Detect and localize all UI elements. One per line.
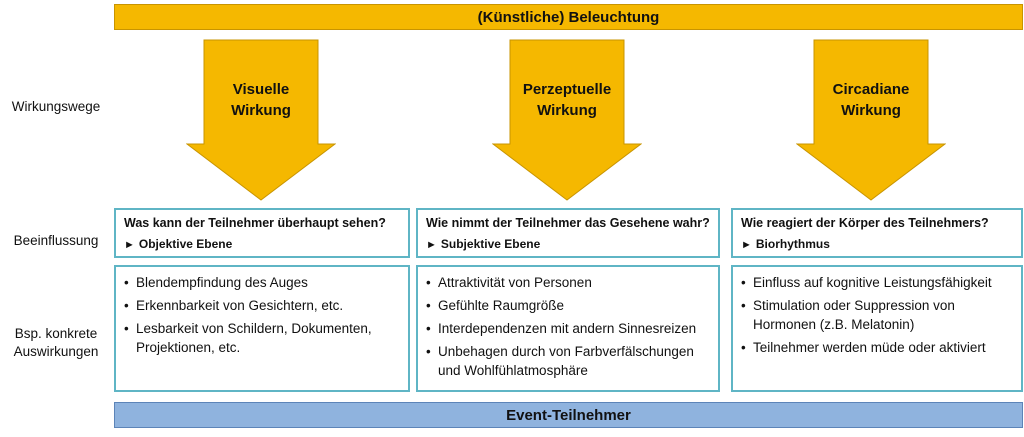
- arrow-label-line1: Visuelle: [232, 81, 290, 98]
- triangle-right-icon: ►: [124, 239, 135, 251]
- effects-list-circadian: [731, 265, 1023, 392]
- level-text: Subjektive Ebene: [440, 237, 541, 251]
- list-item: • Gefühlte Raumgröße: [426, 296, 712, 315]
- arrow-circadiane-wirkung: [796, 39, 946, 201]
- question-text: Wie reagiert der Körper des Teilnehmers?: [741, 216, 989, 230]
- arrow-visuelle-wirkung: [186, 39, 336, 201]
- bottom-banner: Event-Teilnehmer: [114, 402, 1023, 428]
- effects-list-perceptual: [416, 265, 720, 392]
- list-item: • Teilnehmer werden müde oder aktiviert: [741, 338, 1015, 357]
- row-label-beeinflussung: Beeinflussung: [13, 233, 99, 248]
- effects-list-visual: [114, 265, 410, 392]
- level-label: [426, 234, 712, 255]
- level-label: [741, 234, 1015, 255]
- list-item: • Interdependenzen mit andern Sinnesreizen: [426, 319, 712, 338]
- arrow-label-line2: Wirkung: [537, 102, 597, 119]
- top-banner: (Künstliche) Beleuchtung: [114, 4, 1023, 30]
- arrow-label-line2: Wirkung: [841, 102, 901, 119]
- list-item: • Stimulation oder Suppression von Hormonen (z.B. Melatonin): [741, 296, 1015, 334]
- arrow-label: [186, 39, 336, 121]
- row-label-auswirkungen: [0, 325, 112, 361]
- question-box-perceptual: [416, 208, 720, 258]
- arrow-label-line1: Perzeptuelle: [522, 81, 612, 98]
- list-item: • Attraktivität von Personen: [426, 273, 712, 292]
- level-label: [124, 234, 402, 255]
- list-item: • Unbehagen durch von Farbverfälschungen und Wohlfühlatmosphäre: [426, 342, 712, 380]
- list-item: • Blendempfindung des Auges: [124, 273, 402, 292]
- row-label-auswirkungen-line1: Bsp. konkrete: [14, 326, 98, 341]
- triangle-right-icon: ►: [741, 239, 752, 251]
- question-text: Wie nimmt der Teilnehmer das Gesehene wahr?: [426, 216, 710, 230]
- row-label-wirkungswege: Wirkungswege: [11, 99, 101, 114]
- row-label-auswirkungen-line2: Auswirkungen: [13, 344, 99, 359]
- arrow-label: [796, 39, 946, 121]
- question-text: Was kann der Teilnehmer überhaupt sehen?: [124, 216, 386, 230]
- list-item: • Lesbarkeit von Schildern, Dokumenten, Projektionen, etc.: [124, 319, 402, 357]
- list-item: • Erkennbarkeit von Gesichtern, etc.: [124, 296, 402, 315]
- list-item: • Einfluss auf kognitive Leistungsfähigkeit: [741, 273, 1015, 292]
- arrow-label-line2: Wirkung: [231, 102, 291, 119]
- question-box-circadian: [731, 208, 1023, 258]
- level-text: Objektive Ebene: [138, 237, 233, 251]
- arrow-label-line1: Circadiane: [832, 81, 910, 98]
- arrow-perzeptuelle-wirkung: [492, 39, 642, 201]
- arrow-label: [492, 39, 642, 121]
- question-box-visual: [114, 208, 410, 258]
- level-text: Biorhythmus: [755, 237, 830, 251]
- triangle-right-icon: ►: [426, 239, 437, 251]
